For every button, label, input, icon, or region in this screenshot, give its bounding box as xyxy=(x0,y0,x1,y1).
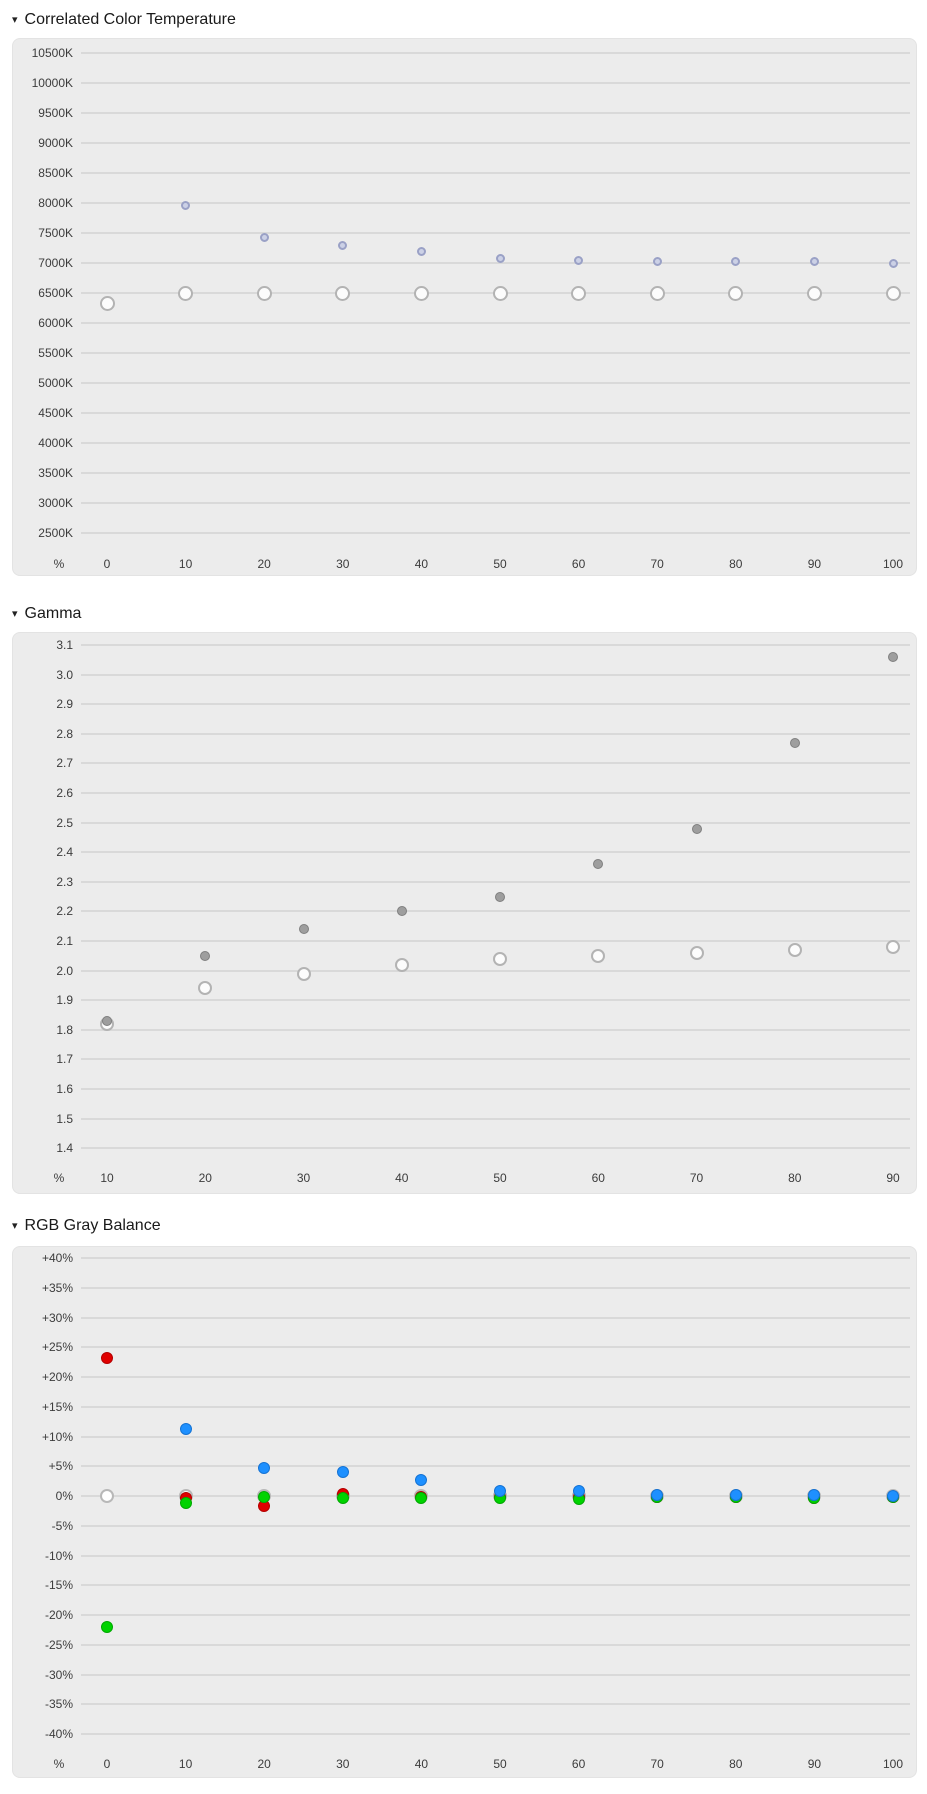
gridline xyxy=(81,733,910,735)
section-title-gamma: Gamma xyxy=(24,605,82,622)
data-point-blue xyxy=(415,1474,427,1486)
data-point-green xyxy=(180,1497,192,1509)
gridline xyxy=(81,1436,910,1438)
x-tick-label: 60 xyxy=(571,557,586,571)
gridline xyxy=(81,472,910,474)
gridline xyxy=(81,792,910,794)
x-tick-label: 80 xyxy=(788,1171,802,1185)
gridline xyxy=(81,1257,910,1259)
section-rgb-gray-balance xyxy=(0,1214,927,1778)
gridline xyxy=(81,322,910,324)
y-tick-label: -20% xyxy=(44,1608,73,1622)
y-tick-label: +20% xyxy=(41,1370,73,1384)
data-point-target xyxy=(493,952,507,966)
collapse-triangle-icon: ▾ xyxy=(12,1220,18,1232)
x-tick-label: 0 xyxy=(103,1757,111,1771)
gridline xyxy=(81,1555,910,1557)
gridline xyxy=(81,1584,910,1586)
gridline xyxy=(81,970,910,972)
x-tick-label: 50 xyxy=(493,1171,507,1185)
y-tick-label: 7000K xyxy=(38,256,73,270)
data-point-green xyxy=(415,1492,427,1504)
x-axis-unit-label: % xyxy=(53,1171,65,1185)
x-tick-label: 10 xyxy=(178,1757,193,1771)
x-tick-label: 60 xyxy=(591,1171,605,1185)
gridline xyxy=(81,232,910,234)
data-point-measured xyxy=(417,247,426,256)
x-tick-label: 30 xyxy=(296,1171,311,1185)
y-tick-label: 5500K xyxy=(38,346,73,360)
y-tick-label: 2.3 xyxy=(56,874,73,889)
x-tick-label: 70 xyxy=(689,1171,704,1185)
data-point-measured xyxy=(888,652,898,662)
gridline xyxy=(81,1317,910,1319)
y-tick-label: 6500K xyxy=(38,286,73,300)
gridline xyxy=(81,202,910,204)
data-point-measured xyxy=(397,906,407,916)
data-point-target xyxy=(335,286,350,301)
gridline xyxy=(81,851,910,853)
x-tick-label: 20 xyxy=(257,557,271,571)
y-tick-label: 4500K xyxy=(38,406,73,420)
data-point-target xyxy=(591,949,605,963)
x-tick-label: 50 xyxy=(493,557,507,571)
data-point-blue xyxy=(337,1466,349,1478)
data-point-green xyxy=(337,1492,349,1504)
y-tick-label: +10% xyxy=(41,1429,73,1444)
y-tick-label: 1.4 xyxy=(56,1141,73,1156)
gridline xyxy=(81,142,910,144)
y-tick-label: 10000K xyxy=(31,76,73,90)
y-tick-label: -35% xyxy=(44,1697,73,1712)
x-tick-label: 60 xyxy=(571,1757,586,1771)
gridline xyxy=(81,352,910,354)
data-point-blue xyxy=(887,1490,899,1502)
y-tick-label: 1.8 xyxy=(56,1022,73,1037)
data-point-target xyxy=(178,286,193,301)
y-tick-label: -15% xyxy=(44,1578,73,1593)
gridline xyxy=(81,1058,910,1060)
data-point-measured xyxy=(299,924,309,934)
gridline xyxy=(81,703,910,705)
section-header-gamma[interactable] xyxy=(12,602,927,626)
gridline xyxy=(81,1118,910,1120)
rgb-gray-balance-chart-panel xyxy=(12,1246,917,1778)
data-point-measured xyxy=(889,259,898,268)
data-point-target xyxy=(571,286,586,301)
y-tick-label: 3500K xyxy=(38,466,73,480)
section-title-cct: Correlated Color Temperature xyxy=(24,11,236,28)
gridline xyxy=(81,999,910,1001)
x-tick-label: 30 xyxy=(336,1757,350,1771)
x-axis-unit-label: % xyxy=(53,557,65,571)
gridline xyxy=(81,881,910,883)
data-point-measured xyxy=(260,233,269,242)
data-point-blue xyxy=(494,1485,506,1497)
x-tick-label: 10 xyxy=(178,557,193,571)
gridline xyxy=(81,910,910,912)
data-point-target xyxy=(807,286,822,301)
y-tick-label: 2.0 xyxy=(56,963,73,978)
data-point-target xyxy=(728,286,743,301)
y-tick-label: +15% xyxy=(41,1399,73,1414)
y-tick-label: 8000K xyxy=(38,196,73,210)
data-point-measured xyxy=(790,738,800,748)
x-tick-label: 90 xyxy=(886,1171,900,1185)
data-point-measured xyxy=(102,1016,112,1026)
data-point-measured xyxy=(181,201,190,210)
data-point-red xyxy=(101,1352,113,1364)
x-tick-label: 90 xyxy=(807,1757,822,1771)
data-point-measured xyxy=(495,892,505,902)
y-tick-label: +5% xyxy=(48,1459,73,1474)
data-point-target xyxy=(297,967,311,981)
data-point-green xyxy=(258,1491,270,1503)
gridline xyxy=(81,822,910,824)
data-point-measured xyxy=(731,257,740,266)
gridline xyxy=(81,1733,910,1735)
gridline xyxy=(81,52,910,54)
y-tick-label: 8500K xyxy=(38,166,73,180)
data-point-measured xyxy=(496,254,505,263)
y-tick-label: +30% xyxy=(41,1310,73,1325)
y-tick-label: 2500K xyxy=(38,526,73,540)
data-point-measured xyxy=(810,257,819,266)
y-tick-label: +40% xyxy=(41,1251,73,1265)
report-page xyxy=(0,8,927,1778)
gridline xyxy=(81,412,910,414)
y-tick-label: 0% xyxy=(55,1489,73,1503)
data-point-target xyxy=(100,1489,114,1503)
data-point-measured xyxy=(653,257,662,266)
y-tick-label: +35% xyxy=(41,1280,73,1295)
y-tick-label: 1.5 xyxy=(56,1111,73,1126)
y-tick-label: 1.6 xyxy=(56,1082,73,1096)
y-tick-label: 2.8 xyxy=(56,726,73,741)
gridline xyxy=(81,1674,910,1676)
x-axis-unit-label: % xyxy=(53,1757,65,1771)
y-tick-label: 2.2 xyxy=(56,904,73,919)
data-point-target xyxy=(257,286,272,301)
gridline xyxy=(81,1406,910,1408)
x-tick-label: 100 xyxy=(882,557,904,571)
gridline xyxy=(81,502,910,504)
y-tick-label: -30% xyxy=(44,1667,73,1682)
y-tick-label: 5000K xyxy=(38,376,73,390)
data-point-target xyxy=(886,286,901,301)
gridline xyxy=(81,1614,910,1616)
data-point-measured xyxy=(692,824,702,834)
section-correlated-color-temperature xyxy=(0,8,927,576)
collapse-triangle-icon: ▾ xyxy=(12,14,18,26)
section-title-rgb-gray-balance: RGB Gray Balance xyxy=(24,1217,161,1234)
y-tick-label: 1.7 xyxy=(56,1052,73,1067)
gridline xyxy=(81,940,910,942)
section-header-rgb-gray-balance[interactable] xyxy=(12,1214,927,1238)
gridline xyxy=(81,644,910,646)
gridline xyxy=(81,1644,910,1646)
y-tick-label: -40% xyxy=(44,1727,73,1741)
x-tick-label: 70 xyxy=(650,1757,664,1771)
data-point-measured xyxy=(200,951,210,961)
y-tick-label: 10500K xyxy=(31,46,73,60)
gridline xyxy=(81,1029,910,1031)
y-tick-label: 4000K xyxy=(38,436,73,450)
x-tick-label: 70 xyxy=(650,557,664,571)
x-tick-label: 10 xyxy=(100,1171,114,1185)
gridline xyxy=(81,262,910,264)
y-tick-label: 2.5 xyxy=(56,815,73,830)
x-tick-label: 80 xyxy=(729,557,743,571)
y-tick-label: 2.1 xyxy=(56,934,73,948)
gridline xyxy=(81,382,910,384)
data-point-target xyxy=(493,286,508,301)
x-tick-label: 40 xyxy=(414,557,429,571)
y-tick-label: -5% xyxy=(51,1518,73,1533)
x-tick-label: 50 xyxy=(493,1757,507,1771)
y-tick-label: 3.1 xyxy=(56,638,73,652)
y-tick-label: 3000K xyxy=(38,496,73,510)
y-tick-label: 3.0 xyxy=(56,667,73,682)
x-tick-label: 20 xyxy=(257,1757,271,1771)
y-tick-label: 2.7 xyxy=(56,756,73,771)
gridline xyxy=(81,442,910,444)
y-tick-label: 2.9 xyxy=(56,697,73,712)
data-point-target xyxy=(886,940,900,954)
y-tick-label: 2.6 xyxy=(56,786,73,800)
data-point-blue xyxy=(258,1462,270,1474)
y-tick-label: -10% xyxy=(44,1548,73,1563)
x-tick-label: 30 xyxy=(336,557,350,571)
data-point-target xyxy=(690,946,704,960)
cct-chart-panel xyxy=(12,38,917,576)
data-point-green xyxy=(101,1621,113,1633)
gridline xyxy=(81,1525,910,1527)
gridline xyxy=(81,1287,910,1289)
x-tick-label: 90 xyxy=(807,557,822,571)
y-tick-label: 9500K xyxy=(38,106,73,120)
y-tick-label: 2.4 xyxy=(56,845,73,860)
gridline xyxy=(81,1346,910,1348)
data-point-target xyxy=(650,286,665,301)
gridline xyxy=(81,1703,910,1705)
gridline xyxy=(81,1465,910,1467)
data-point-target xyxy=(395,958,409,972)
x-tick-label: 20 xyxy=(198,1171,212,1185)
collapse-triangle-icon: ▾ xyxy=(12,608,18,620)
data-point-target xyxy=(100,296,115,311)
data-point-measured xyxy=(574,256,583,265)
gridline xyxy=(81,112,910,114)
gridline xyxy=(81,1088,910,1090)
x-tick-label: 0 xyxy=(103,557,111,571)
x-tick-label: 100 xyxy=(882,1757,904,1771)
x-tick-label: 80 xyxy=(729,1757,743,1771)
data-point-target xyxy=(198,981,212,995)
x-tick-label: 40 xyxy=(414,1757,429,1771)
gridline xyxy=(81,1147,910,1149)
y-tick-label: 9000K xyxy=(38,136,73,150)
data-point-blue xyxy=(573,1485,585,1497)
gridline xyxy=(81,674,910,676)
gridline xyxy=(81,172,910,174)
data-point-blue xyxy=(180,1423,192,1435)
data-point-measured xyxy=(338,241,347,250)
y-tick-label: -25% xyxy=(44,1637,73,1652)
y-tick-label: +25% xyxy=(41,1340,73,1355)
data-point-measured xyxy=(593,859,603,869)
gridline xyxy=(81,1376,910,1378)
x-tick-label: 40 xyxy=(395,1171,409,1185)
gridline xyxy=(81,532,910,534)
y-tick-label: 6000K xyxy=(38,316,73,330)
section-gamma xyxy=(0,602,927,1194)
section-header-cct[interactable] xyxy=(12,8,927,32)
data-point-target xyxy=(788,943,802,957)
gridline xyxy=(81,762,910,764)
data-point-target xyxy=(414,286,429,301)
y-tick-label: 7500K xyxy=(38,226,73,240)
y-tick-label: 1.9 xyxy=(56,993,73,1008)
gridline xyxy=(81,82,910,84)
gamma-chart-panel xyxy=(12,632,917,1194)
